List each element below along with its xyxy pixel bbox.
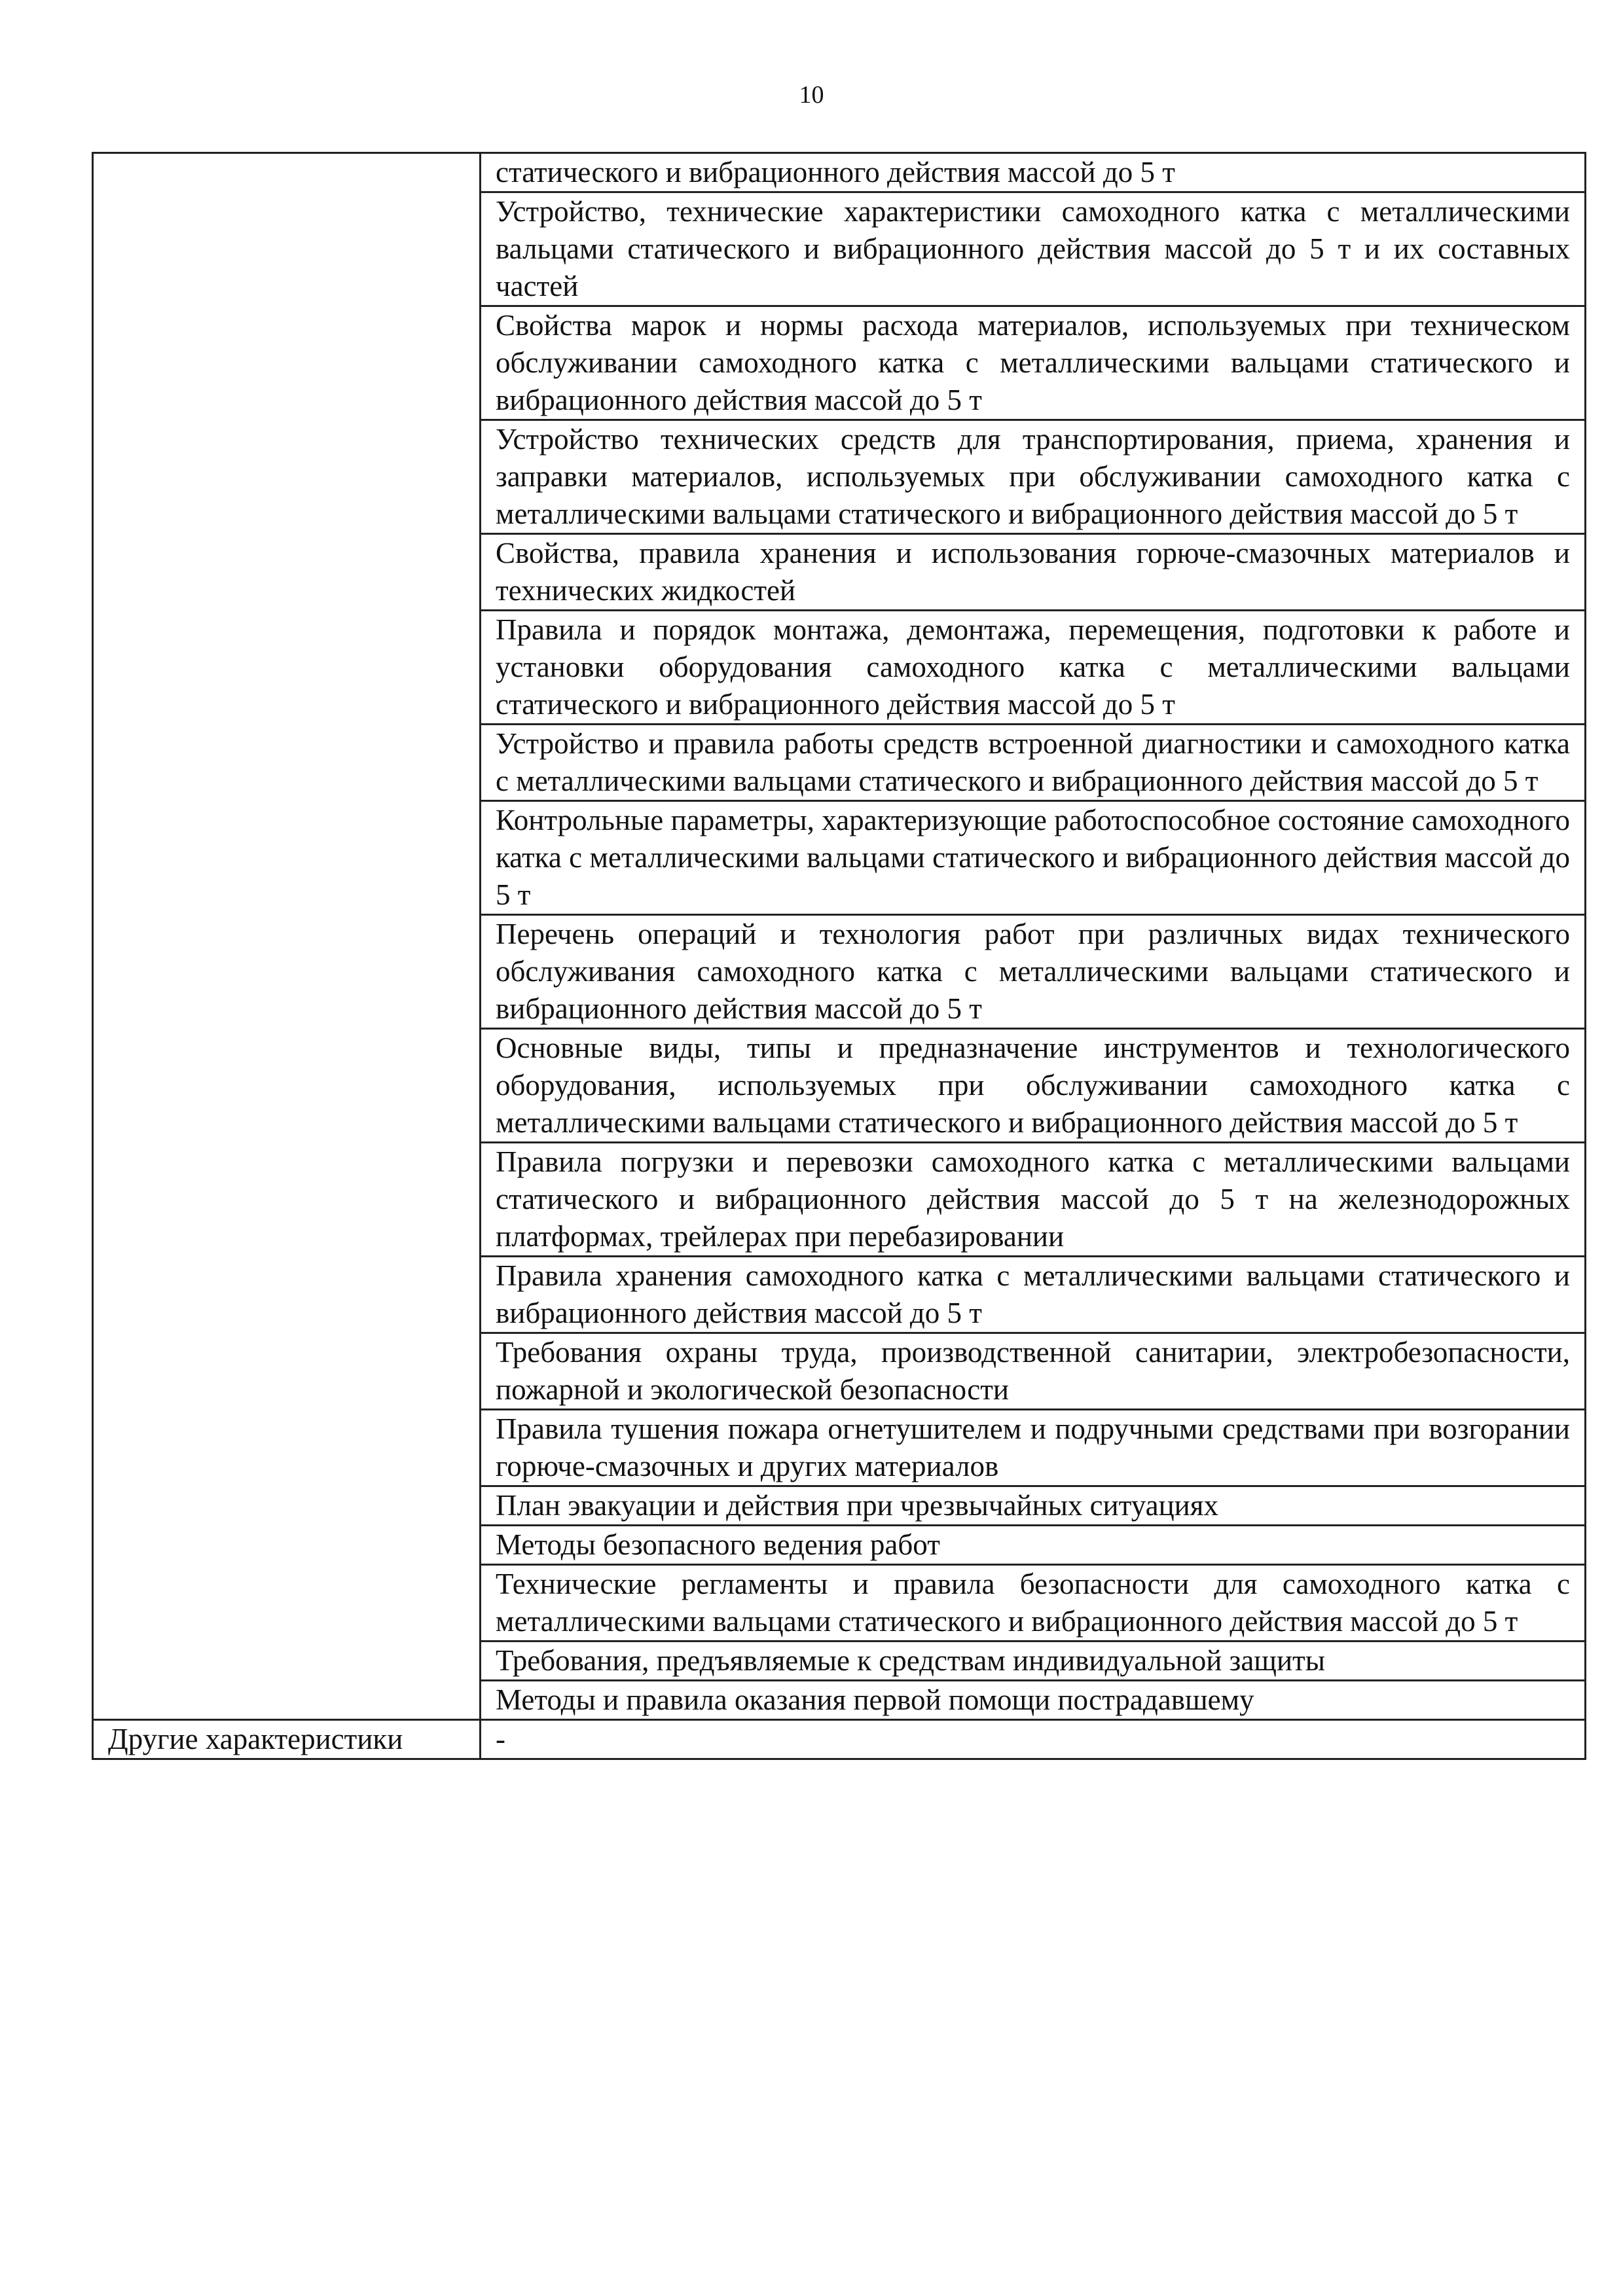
table-cell: Устройство технических средств для транспортирования, приема, хранения и заправки материалов, используемых при обслуживании самоходного катка с металлическими вальцами статического и вибрационного действия массой до 5 т [481, 420, 1586, 534]
table-cell: Основные виды, типы и предназначение инструментов и технологического оборудования, используемых при обслуживании самоходного катка с металлическими вальцами статического и вибрационного действия массой до 5 т [481, 1029, 1586, 1143]
table-cell: Устройство, технические характеристики самоходного катка с металлическими вальцами статического и вибрационного действия массой до 5 т и их составных частей [481, 192, 1586, 306]
empty-cell [93, 801, 481, 915]
empty-cell [93, 725, 481, 801]
table-row [93, 1681, 1586, 1720]
table-cell: Свойства, правила хранения и использования горюче-смазочных материалов и технических жидкостей [481, 534, 1586, 611]
other-characteristics-value: - [481, 1720, 1586, 1759]
empty-cell [93, 1526, 481, 1565]
table-cell: Технические регламенты и правила безопасности для самоходного катка с металлическими вальцами статического и вибрационного действия массой до 5 т [481, 1565, 1586, 1641]
empty-cell [93, 611, 481, 725]
empty-cell [93, 915, 481, 1029]
table-row [93, 1257, 1586, 1333]
table-row [93, 1486, 1586, 1526]
empty-cell [93, 420, 481, 534]
empty-cell [93, 153, 481, 192]
table-row [93, 725, 1586, 801]
page-number: 10 [799, 81, 824, 109]
table-cell: Перечень операций и технология работ при различных видах технического обслуживания самоходного катка с металлическими вальцами статического и вибрационного действия массой до 5 т [481, 915, 1586, 1029]
table-row [93, 1333, 1586, 1410]
table-row [93, 1641, 1586, 1681]
table-cell: статического и вибрационного действия массой до 5 т [481, 153, 1586, 192]
table-cell: Методы безопасного ведения работ [481, 1526, 1586, 1565]
table-row [93, 801, 1586, 915]
empty-cell [93, 1410, 481, 1486]
empty-cell [93, 192, 481, 306]
empty-cell [93, 306, 481, 420]
empty-cell [93, 534, 481, 611]
table-row [93, 534, 1586, 611]
table-row [93, 1029, 1586, 1143]
table-cell: Свойства марок и нормы расхода материалов, используемых при техническом обслуживании самоходного катка с металлическими вальцами статического и вибрационного действия массой до 5 т [481, 306, 1586, 420]
other-characteristics-label: Другие характеристики [93, 1720, 481, 1759]
empty-cell [93, 1565, 481, 1641]
table-cell: Требования, предъявляемые к средствам индивидуальной защиты [481, 1641, 1586, 1681]
table-row [93, 1565, 1586, 1641]
table-row [93, 915, 1586, 1029]
table-row [93, 1410, 1586, 1486]
table-footer-row [93, 1720, 1586, 1759]
empty-cell [93, 1029, 481, 1143]
empty-cell [93, 1486, 481, 1526]
table-cell: План эвакуации и действия при чрезвычайных ситуациях [481, 1486, 1586, 1526]
requirements-table [92, 152, 1586, 1760]
table-cell: Устройство и правила работы средств встроенной диагностики и самоходного катка с металлическими вальцами статического и вибрационного действия массой до 5 т [481, 725, 1586, 801]
empty-cell [93, 1681, 481, 1720]
table-cell: Методы и правила оказания первой помощи пострадавшему [481, 1681, 1586, 1720]
table-cell: Контрольные параметры, характеризующие работоспособное состояние самоходного катка с металлическими вальцами статического и вибрационного действия массой до 5 т [481, 801, 1586, 915]
empty-cell [93, 1257, 481, 1333]
table-cell: Правила погрузки и перевозки самоходного катка с металлическими вальцами статического и вибрационного действия массой до 5 т на железнодорожных платформах, трейлерах при перебазировании [481, 1143, 1586, 1257]
empty-cell [93, 1333, 481, 1410]
table-row [93, 1143, 1586, 1257]
empty-cell [93, 1641, 481, 1681]
table-cell: Правила хранения самоходного катка с металлическими вальцами статического и вибрационного действия массой до 5 т [481, 1257, 1586, 1333]
table-row [93, 306, 1586, 420]
table-row [93, 1526, 1586, 1565]
table-cell: Правила тушения пожара огнетушителем и подручными средствами при возгорании горюче-смазочных и других материалов [481, 1410, 1586, 1486]
table-cell: Правила и порядок монтажа, демонтажа, перемещения, подготовки к работе и установки оборудования самоходного катка с металлическими вальцами статического и вибрационного действия массой до 5 т [481, 611, 1586, 725]
table-row [93, 611, 1586, 725]
table-cell: Требования охраны труда, производственной санитарии, электробезопасности, пожарной и экологической безопасности [481, 1333, 1586, 1410]
empty-cell [93, 1143, 481, 1257]
table-row [93, 153, 1586, 192]
table-row [93, 420, 1586, 534]
table-row [93, 192, 1586, 306]
